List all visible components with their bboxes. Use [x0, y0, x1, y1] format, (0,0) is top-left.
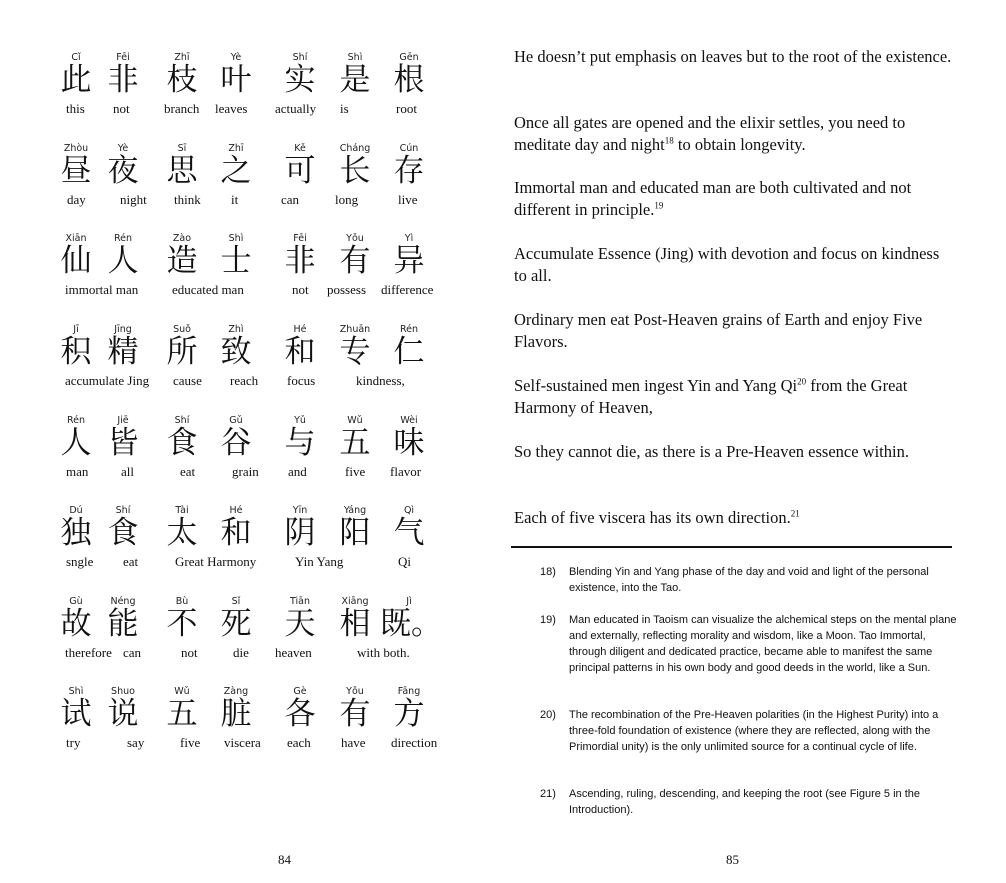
pinyin: Zhòu — [63, 143, 89, 154]
footnote-number: 21) — [540, 788, 556, 800]
pinyin: Jī — [73, 324, 79, 335]
pinyin: Zào — [172, 233, 192, 244]
pinyin: Shì — [68, 686, 84, 697]
pinyin: Jīng — [114, 324, 132, 335]
english-gloss: branch — [164, 101, 200, 116]
grid-row — [0, 143, 503, 233]
pinyin: Shì — [347, 52, 363, 63]
hanzi: 相 — [339, 606, 371, 642]
paragraph-text: Once all gates are opened and the elixir settles, you need to meditate day and night — [514, 113, 906, 154]
english-gloss: five — [180, 735, 201, 750]
pinyin: Shí — [115, 505, 131, 516]
grid-row — [0, 596, 503, 686]
footnote-number: 18) — [540, 566, 556, 578]
pinyin: Wèi — [400, 415, 418, 426]
hanzi: 既。 — [380, 606, 442, 642]
english-gloss: educated man — [172, 282, 244, 297]
hanzi: 非 — [284, 243, 316, 279]
hanzi: 实 — [284, 62, 316, 98]
hanzi: 阴 — [284, 515, 316, 551]
pinyin: Zàng — [223, 686, 249, 697]
paragraph-text: Each of five viscera has its own direction. — [514, 508, 791, 527]
hanzi: 气 — [393, 515, 425, 551]
english-gloss: can — [281, 192, 300, 207]
english-gloss: is — [340, 101, 349, 116]
pinyin: Zhī — [228, 143, 244, 154]
translation-paragraph — [514, 441, 954, 463]
footnote-marker: 19 — [654, 200, 664, 211]
pinyin: Tiān — [290, 596, 310, 607]
pinyin: Kě — [294, 143, 306, 154]
pinyin: Rén — [399, 324, 419, 335]
footnote-number: 19) — [540, 614, 556, 626]
english-gloss: can — [123, 645, 142, 660]
english-gloss: think — [174, 192, 201, 207]
grid-row — [0, 415, 503, 505]
translation-paragraph — [514, 46, 954, 68]
grid-row — [0, 233, 503, 323]
footnote-marker: 21 — [790, 508, 800, 519]
paragraph-text: So they cannot die, as there is a Pre-Heaven essence within. — [514, 442, 909, 461]
hanzi: 不 — [166, 606, 198, 642]
hanzi: 有 — [339, 696, 371, 732]
english-gloss: root — [396, 101, 417, 116]
english-gloss: eat — [123, 554, 139, 569]
hanzi: 说 — [107, 696, 139, 732]
translation-paragraph — [514, 375, 954, 419]
hanzi: 阳 — [339, 515, 371, 551]
pinyin: Wǔ — [174, 686, 190, 697]
hanzi: 专 — [339, 334, 371, 370]
hanzi: 五 — [339, 425, 371, 461]
english-gloss: difference — [381, 282, 434, 297]
paragraph-text: from the Great Harmony of Heaven, — [514, 376, 908, 417]
pinyin: Cún — [399, 143, 419, 154]
paragraph-text: Ordinary men eat Post-Heaven grains of Earth and enjoy Five Flavors. — [514, 310, 923, 351]
hanzi: 可 — [284, 153, 316, 189]
english-gloss: Yin Yang — [295, 554, 344, 569]
pinyin: Néng — [110, 596, 136, 607]
paragraph-text: Immortal man and educated man are both cultivated and not different in principle. — [514, 178, 912, 219]
footnote-number: 20) — [540, 709, 556, 721]
hanzi: 脏 — [220, 696, 252, 732]
paragraph-text: He doesn’t put emphasis on leaves but to the root of the existence. — [514, 47, 952, 66]
english-gloss: sngle — [66, 554, 94, 569]
hanzi: 皆 — [107, 425, 139, 461]
pinyin: Zhī — [174, 52, 190, 63]
paragraph-text: Self-sustained men ingest Yin and Yang Qi — [514, 376, 798, 395]
translation-paragraph — [514, 112, 954, 156]
hanzi: 食 — [166, 425, 198, 461]
pinyin: Wǔ — [347, 415, 363, 426]
pinyin: Zhì — [228, 324, 244, 335]
grid-row — [0, 505, 503, 595]
footnote-text: Man educated in Taoism can visualize the alchemical steps on the mental plane and externally, reflecting morality and wisdom, like a Moon. Tao Immortal, through diligent and dedicated practice, became able to manifest the same principal patterns in his own body and good deeds in the world, like a Sun. — [569, 614, 957, 674]
pinyin: Shuo — [111, 686, 135, 697]
hanzi: 方 — [393, 696, 425, 732]
hanzi: 非 — [107, 62, 139, 98]
english-gloss: this — [66, 101, 85, 116]
pinyin: Fēi — [293, 233, 307, 244]
pinyin: Gēn — [399, 52, 419, 63]
footnote-text: The recombination of the Pre-Heaven polarities (in the Highest Purity) into a three-fold foundation of existence (where they are reflected, along with the Primordial unity) is the only unlimited source for a continual cycle of life. — [569, 709, 939, 753]
english-gloss: long — [335, 192, 359, 207]
hanzi: 各 — [284, 696, 316, 732]
english-gloss: immortal man — [65, 282, 139, 297]
english-gloss: kindness, — [356, 373, 405, 388]
english-gloss: night — [120, 192, 147, 207]
pinyin: Yīn — [292, 505, 308, 516]
grid-row — [0, 686, 503, 776]
pinyin: Cháng — [339, 143, 371, 154]
hanzi: 和 — [220, 515, 252, 551]
footnote-text: Ascending, ruling, descending, and keeping the root (see Figure 5 in the Introduction). — [569, 788, 921, 816]
english-gloss: reach — [230, 373, 259, 388]
pinyin: Jì — [406, 596, 412, 607]
hanzi: 五 — [166, 696, 198, 732]
english-gloss: not — [181, 645, 198, 660]
translation-paragraph — [514, 507, 954, 529]
english-gloss: possess — [327, 282, 367, 297]
english-gloss: viscera — [224, 735, 261, 750]
hanzi: 是 — [339, 62, 371, 98]
hanzi: 思 — [166, 153, 198, 189]
english-gloss: have — [341, 735, 366, 750]
hanzi: 存 — [393, 153, 425, 189]
hanzi: 天 — [284, 606, 316, 642]
english-gloss: direction — [391, 735, 438, 750]
pinyin: Zhuān — [339, 324, 371, 335]
pinyin: Sǐ — [231, 596, 241, 607]
pinyin: Cǐ — [71, 52, 81, 63]
english-gloss: live — [398, 192, 418, 207]
footnote-marker: 18 — [664, 135, 674, 146]
pinyin: Rén — [66, 415, 86, 426]
pinyin: Shí — [292, 52, 308, 63]
paragraph-text: to obtain longevity. — [673, 135, 806, 154]
english-gloss: actually — [275, 101, 317, 116]
pinyin: Yǔ — [294, 415, 306, 426]
english-gloss: say — [127, 735, 145, 750]
right-page — [503, 0, 1006, 883]
hanzi: 昼 — [60, 153, 92, 189]
translation-paragraph — [514, 243, 954, 287]
english-gloss: not — [113, 101, 130, 116]
pinyin: Gù — [69, 596, 83, 607]
pinyin: Hé — [229, 505, 243, 516]
page-number-right: 85 — [726, 852, 739, 867]
english-gloss: leaves — [215, 101, 248, 116]
hanzi: 造 — [166, 243, 198, 279]
hanzi: 此 — [60, 62, 92, 98]
pinyin: Yǒu — [346, 686, 364, 697]
hanzi: 太 — [166, 515, 198, 551]
english-gloss: five — [345, 464, 366, 479]
pinyin: Yǒu — [346, 233, 364, 244]
hanzi: 味 — [393, 425, 425, 461]
english-gloss: try — [66, 735, 81, 750]
hanzi: 致 — [220, 334, 252, 370]
english-gloss: flavor — [390, 464, 422, 479]
english-gloss: man — [66, 464, 89, 479]
english-gloss: cause — [173, 373, 202, 388]
hanzi: 人 — [60, 425, 92, 461]
page-number-left: 84 — [278, 852, 291, 867]
pinyin: Fāng — [397, 686, 421, 697]
english-gloss: and — [288, 464, 307, 479]
hanzi: 有 — [339, 243, 371, 279]
hanzi: 故 — [60, 606, 92, 642]
hanzi: 精 — [107, 334, 139, 370]
hanzi: 夜 — [107, 153, 139, 189]
english-gloss: grain — [232, 464, 259, 479]
hanzi: 死 — [220, 606, 252, 642]
footnote-divider — [511, 546, 952, 548]
grid-row — [0, 324, 503, 414]
english-gloss: Great Harmony — [175, 554, 257, 569]
pinyin: Hé — [293, 324, 307, 335]
english-gloss: focus — [287, 373, 316, 388]
pinyin: Dú — [69, 505, 83, 516]
english-gloss: die — [233, 645, 249, 660]
pinyin: Sī — [177, 143, 187, 154]
english-gloss: eat — [180, 464, 196, 479]
hanzi: 根 — [393, 62, 425, 98]
hanzi: 与 — [284, 425, 316, 461]
hanzi: 之 — [220, 153, 252, 189]
hanzi: 仙 — [60, 243, 92, 279]
pinyin: Gǔ — [229, 415, 243, 426]
pinyin: Yè — [117, 143, 129, 154]
pinyin: Fēi — [116, 52, 130, 63]
english-gloss: Qi — [398, 554, 411, 569]
hanzi: 所 — [166, 334, 198, 370]
hanzi: 仁 — [393, 334, 425, 370]
pinyin: Qì — [403, 505, 415, 516]
hanzi: 和 — [284, 334, 316, 370]
hanzi: 人 — [107, 243, 139, 279]
pinyin: Shí — [174, 415, 190, 426]
pinyin: Shì — [228, 233, 244, 244]
hanzi: 试 — [60, 696, 92, 732]
english-gloss: it — [231, 192, 239, 207]
pinyin: Jiē — [117, 415, 129, 426]
pinyin: Bù — [175, 596, 189, 607]
english-gloss: not — [292, 282, 309, 297]
hanzi: 积 — [60, 334, 92, 370]
translation-paragraph — [514, 177, 954, 221]
pinyin: Yè — [230, 52, 242, 63]
hanzi: 长 — [339, 153, 371, 189]
footnote-text: Blending Yin and Yang phase of the day and void and light of the personal existence, into the Tao. — [569, 566, 929, 594]
hanzi: 独 — [60, 515, 92, 551]
pinyin: Xiāng — [341, 596, 369, 607]
hanzi: 士 — [220, 243, 252, 279]
grid-row — [0, 52, 503, 142]
footnote-marker: 20 — [797, 376, 807, 387]
hanzi: 能 — [107, 606, 139, 642]
pinyin: Yáng — [343, 505, 367, 516]
pinyin: Rén — [113, 233, 133, 244]
english-gloss: each — [287, 735, 311, 750]
pinyin: Tài — [175, 505, 189, 516]
english-gloss: accumulate Jing — [65, 373, 150, 388]
pinyin: Yì — [404, 233, 414, 244]
hanzi: 食 — [107, 515, 139, 551]
english-gloss: day — [67, 192, 86, 207]
pinyin: Gè — [293, 686, 307, 697]
hanzi: 叶 — [220, 62, 252, 98]
english-gloss: all — [121, 464, 134, 479]
english-gloss: heaven — [275, 645, 312, 660]
hanzi: 谷 — [220, 425, 252, 461]
hanzi: 异 — [393, 243, 425, 279]
english-gloss: therefore — [65, 645, 112, 660]
paragraph-text: Accumulate Essence (Jing) with devotion and focus on kindness to all. — [514, 244, 940, 285]
pinyin: Xiān — [65, 233, 87, 244]
english-gloss: with both. — [357, 645, 410, 660]
hanzi: 枝 — [166, 62, 198, 98]
pinyin: Suǒ — [173, 324, 191, 335]
translation-paragraph — [514, 309, 954, 353]
